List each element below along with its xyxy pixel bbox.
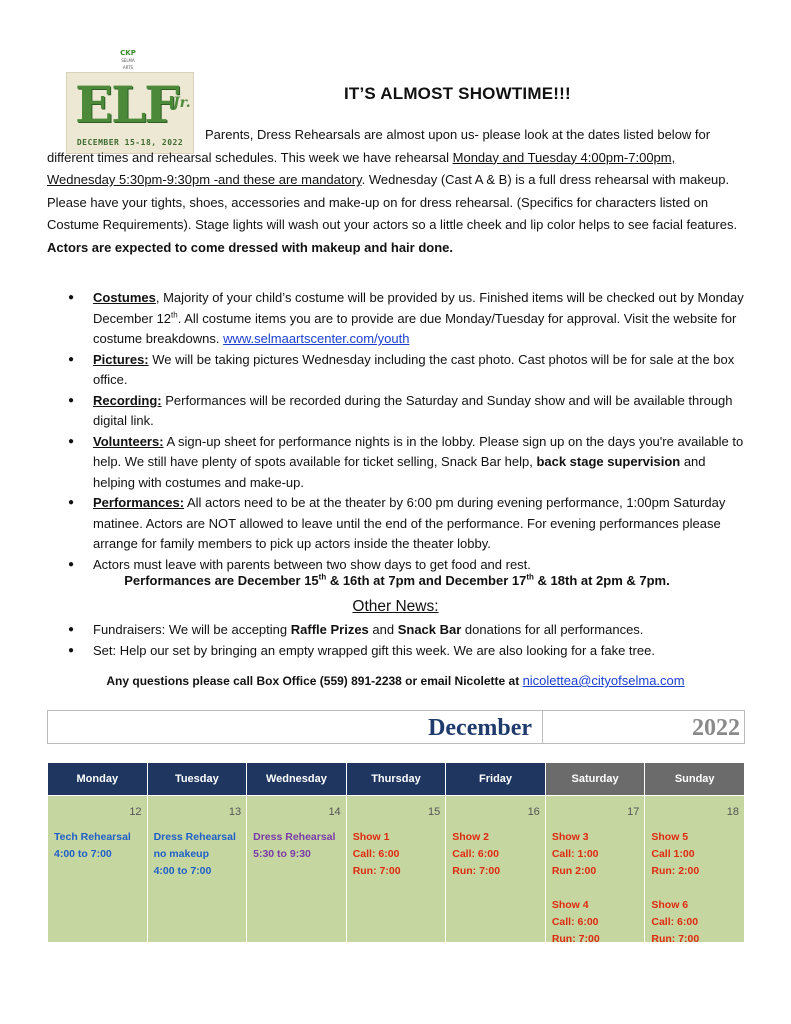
list-item-leave: ● Actors must leave with parents between two show days to get food and rest.: [68, 555, 748, 576]
date-number: 13: [228, 806, 242, 818]
calendar-cell: [545, 796, 645, 943]
calendar-cell: [48, 796, 148, 943]
cell-events: Show 5 Call 1:00 Run: 2:00 Show 6 Call: 6:00 Run: 7:00: [651, 831, 700, 945]
list-item-recording: ● Recording: Performances will be recorded during the Saturday and Sunday show and will be available through digital link.: [68, 391, 748, 432]
date-number: 18: [726, 806, 739, 818]
info-list: [68, 288, 748, 575]
logo-dates: DECEMBER 15-18, 2022: [76, 138, 184, 147]
list-item-performances: ● Performances: All actors need to be at the theater by 6:00 pm during evening performance, 1:00pm Saturday matinee. Actors are NOT allowed to leave until the end of the performance. For evening performances please arrange for family members to pick up actors inside the theater lobby.: [68, 493, 748, 555]
day-header: Monday: [48, 763, 148, 796]
calendar-header: [47, 710, 745, 744]
cell-events: Show 3 Call: 1:00 Run 2:00 Show 4 Call: 6:00 Run: 7:00: [551, 831, 600, 945]
calendar-month: December: [428, 715, 532, 741]
day-header: Saturday: [545, 763, 645, 796]
website-link[interactable]: www.selmaartscenter.com/youth: [223, 331, 410, 346]
cell-events: Tech Rehearsal 4:00 to 7:00: [54, 831, 131, 860]
calendar-grid: [47, 762, 745, 943]
logo-wordmark: ELF: [75, 75, 178, 134]
logo-suffix: Jr.: [173, 95, 191, 111]
day-header: Wednesday: [247, 763, 347, 796]
date-number: 15: [428, 806, 441, 818]
day-header: Tuesday: [147, 763, 247, 796]
list-item-volunteers: ● Volunteers: A sign-up sheet for performance nights is in the lobby. Please sign up on the days you're available to help. We still have plenty of spots available for ticket selling, Snack Bar help, back stage supervision and helping with costumes and make-up.: [68, 432, 748, 494]
ckp-logo: CKP SELMA ARTS: [120, 49, 136, 70]
other-news-heading: Other News:: [352, 598, 439, 615]
list-item-fundraisers: ● Fundraisers: We will be accepting Raffle Prizes and Snack Bar donations for all performances.: [68, 620, 748, 641]
page-title: IT’S ALMOST SHOWTIME!!!: [344, 84, 571, 103]
list-item-costumes: ● Costumes, Majority of your child’s costume will be provided by us. Finished items will be checked out by Monday December 12th. All costume items you are to provide are due Monday/Tuesday for approval. Visit the website for costume breakdowns. www.selmaartscenter.com/youth: [68, 288, 748, 350]
calendar-cell: [147, 796, 247, 943]
news-list: [68, 620, 748, 661]
list-item-pictures: ● Pictures: We will be taking pictures Wednesday including the cast photo. Cast photos will be for sale at the box office.: [68, 350, 748, 391]
day-header: Sunday: [645, 763, 745, 796]
day-header: Thursday: [346, 763, 446, 796]
intro-paragraph: Parents, Dress Rehearsals are almost upon us- please look at the dates listed below for different times and rehearsal schedules. This week we have rehearsal Monday and Tuesday 4:00pm-7:00pm, Wednesday 5:30pm-9:30pm -and these are mandatory. Wednesday (Cast A & B) is a full dress rehearsal with makeup. Please have your tights, shoes, accessories and make-up on for dress rehearsal. (Specifics for characters listed on Costume Requirements). Stage lights will wash out your actors so a little cheek and lip color helps to see facial features. Actors are expected to come dressed with makeup and hair done.: [47, 127, 738, 255]
list-item-set: ● Set: Help our set by bringing an empty wrapped gift this week. We are also looking for a fake tree.: [68, 641, 748, 662]
performance-dates: Performances are December 15th & 16th at 7pm and December 17th & 18th at 2pm & 7pm.: [124, 572, 670, 588]
email-link[interactable]: nicolettea@cityofselma.com: [522, 673, 685, 688]
cell-events: Dress Rehearsal 5:30 to 9:30: [253, 831, 336, 860]
calendar-cell: [645, 796, 745, 943]
cell-events: Show 1 Call: 6:00 Run: 7:00: [352, 831, 401, 877]
calendar-cell: [446, 796, 546, 943]
date-number: 14: [328, 806, 341, 818]
contact-line: Any questions please call Box Office (559) 891-2238 or email Nicolette at nicolettea@cityofselma.com: [106, 673, 685, 688]
calendar-cell: [247, 796, 347, 943]
cell-events: Show 2 Call: 6:00 Run: 7:00: [452, 831, 501, 877]
date-number: 17: [627, 806, 640, 818]
calendar-year: 2022: [692, 715, 740, 741]
date-number: 12: [129, 806, 142, 818]
cell-events: Dress Rehearsal no makeup 4:00 to 7:00: [153, 831, 236, 877]
day-header: Friday: [446, 763, 546, 796]
date-number: 16: [527, 806, 540, 818]
calendar-cell: [346, 796, 446, 943]
